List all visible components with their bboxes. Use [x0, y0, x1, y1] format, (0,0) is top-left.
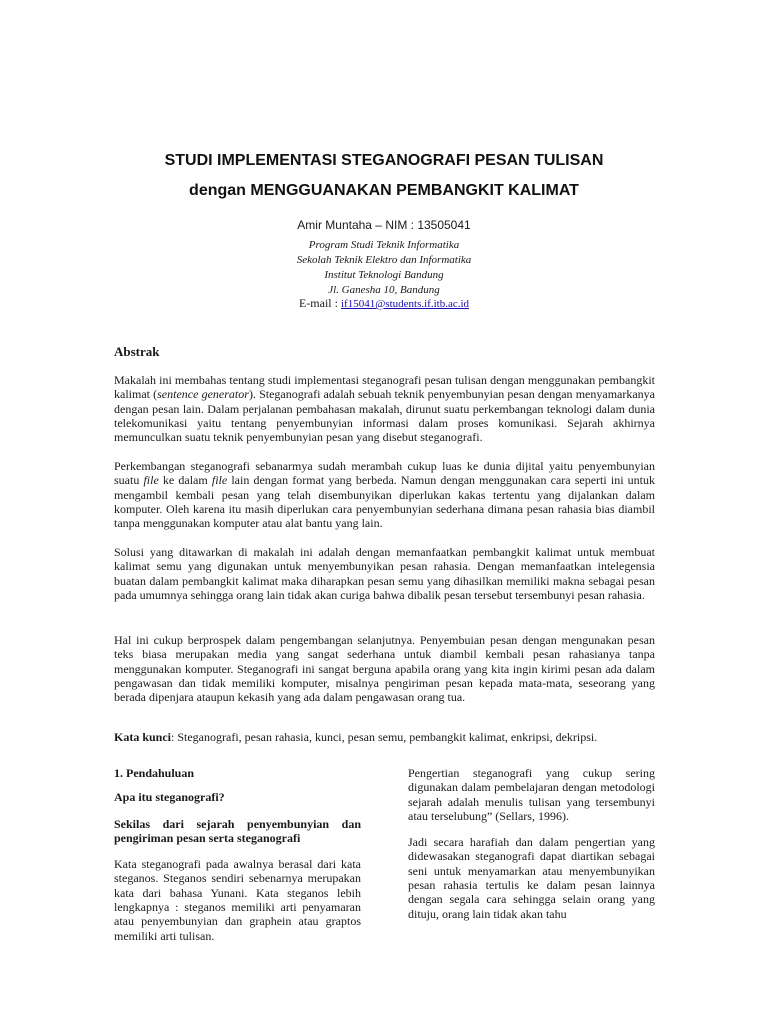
right-column-paragraph-1: Pengertian steganografi yang cukup sering digunakan dalam pembelajaran dengan metodologi sejarah adalah menulis tulisan yang tersembunyi atau terselubung” (Sellars, 1996).	[408, 766, 655, 823]
paper-title-line-2: dengan MENGGUANAKAN PEMBANGKIT KALIMAT	[189, 182, 579, 199]
keywords-label: Kata kunci	[114, 730, 172, 744]
email-label: E-mail :	[298, 296, 341, 310]
affiliation-institute: Institut Teknologi Bandung	[324, 269, 444, 281]
abstract-p1-italic: sentence generator	[157, 387, 249, 402]
abstract-p2-text-a: Perkembangan steganografi sebanarmya sudah merambah cukup luas ke dunia dijital yaitu penyembunyian suatu	[114, 459, 655, 488]
section-heading-pendahuluan: 1. Pendahuluan	[114, 766, 195, 780]
affiliation-block	[0, 238, 768, 298]
affiliation-school: Sekolah Teknik Elektro dan Informatika	[296, 254, 472, 266]
abstract-p2-text-b: ke dalam	[158, 473, 212, 488]
affiliation-address: Jl. Ganesha 10, Bandung	[328, 284, 440, 296]
left-column	[114, 766, 361, 955]
left-column-paragraph: Kata steganografi pada awalnya berasal dari kata steganos. Steganos sendiri sebenarnya merupakan kata dari bahasa Yunani. Kata steganos lebih lengkapnya : steganos memiliki arti penyamaran atau penyembunyian dan graphein atau graptos memiliki arti tulisan.	[114, 857, 361, 943]
right-column	[408, 766, 655, 933]
abstract-p1-text-b: ). Steganografi adalah sebuah teknik penyembunyian pesan dengan menyamarkanya dengan pesan lain. Dalam perjalanan pembahasan makalah, dirunut suatu perkembangan teknologi dalam dunia telekomunikasi yaitu tentang penyembunyian informasi dalam proses komunikasi. Sejarah akhirnya memunculkan suatu teknik penyembunyian pesan yang disebut steganografi.	[114, 387, 656, 445]
abstract-paragraph-2	[114, 459, 655, 530]
right-column-paragraph-2: Jadi secara harafiah dan dalam pengertian yang didewasakan steganografi dapat diartikan sebagai seni untuk menyamarkan atau menyembunyikan pesan rahasia tertulis ke dalam pesan lainnya dengan segala cara sehingga selain orang yang dituju, orang lain tidak akan tahu	[408, 835, 655, 921]
subheading-history: Sekilas dari sejarah penyembunyian dan pengiriman pesan serta steganografi	[114, 816, 361, 845]
abstract-p2-italic-2: file	[211, 473, 228, 488]
paper-title-line-1: STUDI IMPLEMENTASI STEGANOGRAFI PESAN TULISAN	[164, 152, 604, 169]
abstract-p2-italic-1: file	[143, 473, 159, 488]
abstract-paragraph-3: Solusi yang ditawarkan di makalah ini adalah dengan memanfaatkan pembangkit kalimat untuk membuat kalimat semu yang digunakan untuk menyembunyikan pesan rahasia. Dengan memanfaatkan intelegensia buatan dalam pembangkit kalimat maka diharapkan pesan semu yang dihasilkan memiliki makna sebagai pesan pada umumnya sehingga orang lain tidak akan curiga bahwa dibalik pesan tersebut tersembunyi pesan rahasia.	[114, 545, 655, 602]
abstract-p2-text-c: lain dengan format yang berbeda. Namun dengan menggunakan cara seperti ini untuk mengambil kembali pesan yang telah disembunyikan diperlukan kakas tertentu yang dijalankan dalam komputer. Oleh karena itu masih diperlukan cara penyembunyian sederhana dimana pesan rahasia bias diambil tanpa menggunakan komputer atau alat bantu yang lain.	[114, 473, 655, 531]
keywords-line	[114, 730, 674, 745]
email-link[interactable]: if15041@students.if.itb.ac.id	[340, 298, 470, 310]
abstract-paragraph-4: Hal ini cukup berprospek dalam pengembangan selanjutnya. Penyembuian pesan dengan mengunakan pesan teks biasa merupakan media yang sangat sederhana untuk diambil kembali pesan rahasianya tanpa menggunakan komputer. Steganografi ini sangat berguna apabila orang yang kita ingin kirimi pesan ada dalam pengawasan dan tidak memiliki komputer, misalnya pengiriman pesan kepada mata-mata, seseorang yang berada dipenjara ataupun kekasih yang ada dalam pengawasan orang tua.	[114, 633, 655, 705]
email-line	[0, 296, 768, 311]
abstract-paragraph-1	[114, 373, 655, 444]
affiliation-program: Program Studi Teknik Informatika	[308, 239, 460, 251]
author-line: Amir Muntaha – NIM : 13505041	[297, 218, 471, 232]
subheading-question: Apa itu steganografi?	[114, 790, 225, 805]
abstract-p1-text-a: Makalah ini membahas tentang studi implementasi steganografi pesan tulisan dengan menggunakan pembangkit kalimat (	[114, 373, 655, 402]
keywords-text: : Steganografi, pesan rahasia, kunci, pesan semu, pembangkit kalimat, enkripsi, dekripsi.	[171, 730, 598, 744]
abstract-heading: Abstrak	[114, 344, 160, 359]
